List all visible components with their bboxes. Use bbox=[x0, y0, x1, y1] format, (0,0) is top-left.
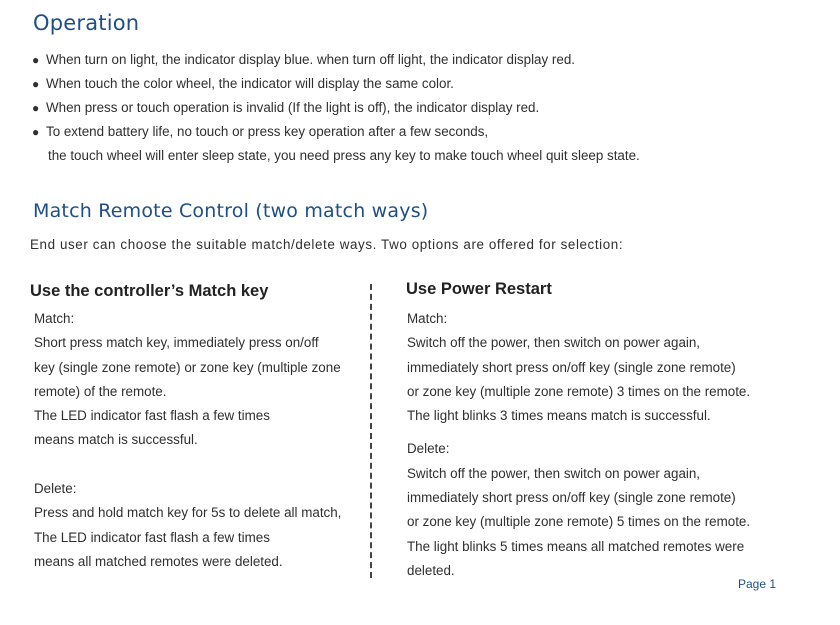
bullet-item bbox=[32, 48, 640, 72]
instruction-line: Press and hold match key for 5s to delete all match, bbox=[34, 505, 342, 521]
match-intro-text: End user can choose the suitable match/delete ways. Two options are offered for selection: bbox=[30, 237, 624, 252]
instruction-line: The light blinks 5 times means all matched remotes were bbox=[407, 538, 745, 554]
bullet-continuation-text: the touch wheel will enter sleep state, you need press any key to make touch wheel quit sleep state. bbox=[48, 148, 640, 163]
match-label: Match: bbox=[34, 311, 75, 326]
spacer bbox=[407, 428, 750, 437]
page-number: Page 1 bbox=[738, 577, 777, 591]
bullet-text: When touch the color wheel, the indicator will display the same color. bbox=[46, 76, 454, 91]
bullet-text: To extend battery life, no touch or press key operation after a few seconds, bbox=[46, 124, 489, 139]
instruction-line: remote) of the remote. bbox=[34, 383, 167, 399]
bullet-dot-icon: ● bbox=[32, 77, 40, 91]
match-label: Match: bbox=[407, 311, 448, 326]
bullet-item bbox=[32, 96, 640, 120]
operation-bullet-list bbox=[32, 48, 640, 168]
instruction-line: Switch off the power, then switch on power again, bbox=[407, 465, 701, 481]
operation-heading: Operation bbox=[33, 11, 140, 35]
instruction-line: or zone key (multiple zone remote) 5 times on the remote. bbox=[407, 514, 751, 530]
bullet-text: When turn on light, the indicator display blue. when turn off light, the indicator display red. bbox=[46, 52, 575, 67]
instruction-line: Short press match key, immediately press on/off bbox=[34, 335, 319, 351]
instruction-line: or zone key (multiple zone remote) 3 times on the remote. bbox=[407, 383, 751, 399]
column-divider bbox=[370, 284, 372, 578]
bullet-dot-icon: ● bbox=[32, 125, 40, 139]
instruction-line: The LED indicator fast flash a few times bbox=[34, 408, 270, 424]
delete-label: Delete: bbox=[407, 441, 450, 457]
instruction-line: The LED indicator fast flash a few times bbox=[34, 529, 270, 545]
instruction-line: The light blinks 3 times means match is successful. bbox=[407, 408, 711, 424]
instruction-line: immediately short press on/off key (single zone remote) bbox=[407, 359, 736, 375]
power-restart-column bbox=[407, 307, 750, 583]
match-key-column-heading: Use the controller’s Match key bbox=[30, 282, 269, 300]
power-restart-column-heading: Use Power Restart bbox=[406, 280, 552, 298]
bullet-item bbox=[32, 72, 640, 96]
bullet-item bbox=[32, 120, 640, 168]
instruction-line: immediately short press on/off key (single zone remote) bbox=[407, 490, 736, 506]
instruction-line: means match is successful. bbox=[34, 432, 198, 448]
instruction-line: key (single zone remote) or zone key (multiple zone bbox=[34, 359, 341, 375]
bullet-dot-icon: ● bbox=[32, 101, 40, 115]
instruction-line: Switch off the power, then switch on power again, bbox=[407, 335, 701, 351]
instruction-line: deleted. bbox=[407, 562, 455, 578]
bullet-dot-icon: ● bbox=[32, 53, 40, 67]
match-key-column bbox=[34, 307, 341, 574]
spacer bbox=[34, 453, 341, 477]
instruction-line: means all matched remotes were deleted. bbox=[34, 553, 283, 569]
bullet-text: When press or touch operation is invalid (If the light is off), the indicator display red. bbox=[46, 100, 540, 115]
match-remote-heading: Match Remote Control (two match ways) bbox=[33, 200, 429, 222]
delete-label: Delete: bbox=[34, 481, 77, 497]
